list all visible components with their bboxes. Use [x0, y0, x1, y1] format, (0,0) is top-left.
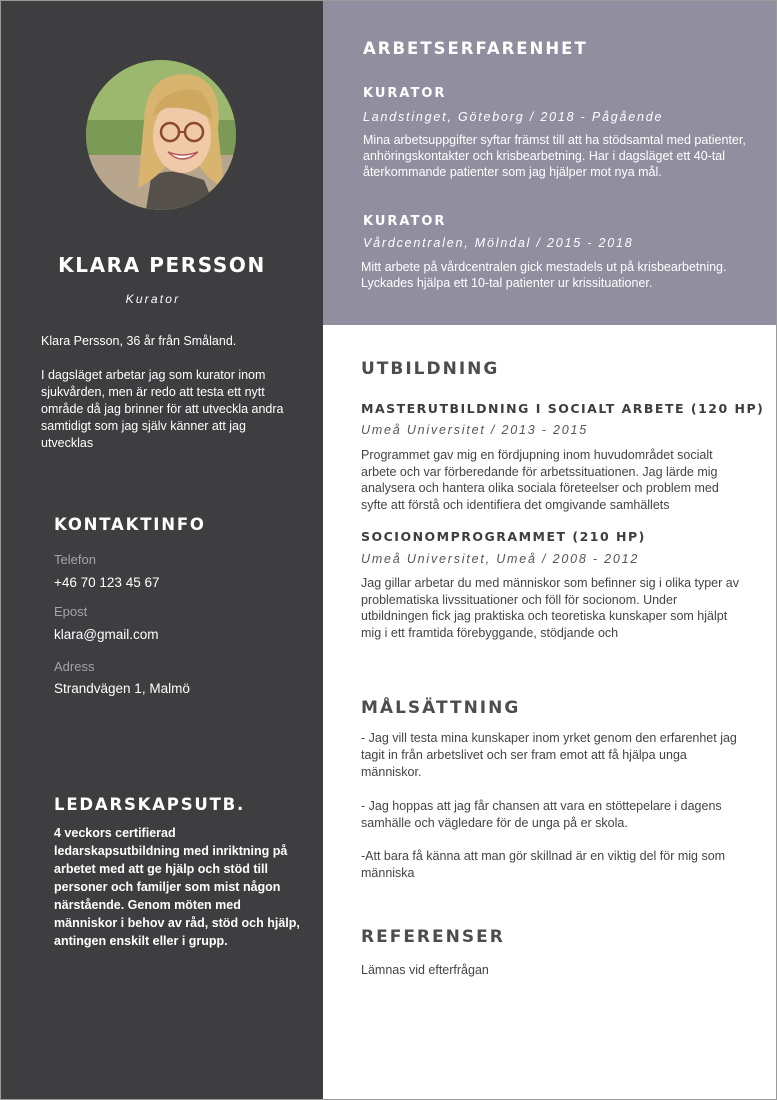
address-value: Strandvägen 1, Malmö — [54, 681, 190, 696]
intro-line-1: Klara Persson, 36 år från Småland. — [41, 334, 237, 348]
email-label: Epost — [54, 604, 88, 619]
profile-photo — [86, 60, 236, 210]
job-description: Mitt arbete på vårdcentralen gick mestadels ut på krisbearbetning. Lyckades hjälpa ett 10-tal patienter ur krissituationer. — [361, 260, 727, 290]
phone-label: Telefon — [54, 552, 96, 567]
job-title: KURATOR — [363, 86, 447, 101]
references-text: Lämnas vid efterfrågan — [361, 963, 489, 977]
education-heading: UTBILDNING — [361, 359, 500, 379]
email-value: klara@gmail.com — [54, 627, 159, 642]
education-description: Jag gillar arbetar du med människor som befinner sig i olika typer av problematiska livssituationer och föll för socionom. Under utbildningen fick jag praktiska och teoretiska kunskaper som hjälpt mig i ett framtida förebyggande, stödjande och — [361, 576, 739, 640]
leadership-heading: LEDARSKAPSUTB. — [54, 795, 246, 814]
contact-heading: KONTAKTINFO — [54, 515, 206, 534]
education-title: SOCIONOMPROGRAMMET (210 HP) — [361, 529, 646, 544]
job-place: Vårdcentralen, Mölndal / 2015 - 2018 — [363, 236, 634, 250]
education-place: Umeå Universitet / 2013 - 2015 — [361, 423, 589, 437]
profile-photo-illustration — [86, 60, 236, 210]
education-title: MASTERUTBILDNING I SOCIALT ARBETE (120 HP) — [361, 401, 765, 416]
job-title: KURATOR — [363, 214, 447, 229]
references-heading: REFERENSER — [361, 927, 505, 947]
goal-item: - Jag vill testa mina kunskaper inom yrket genom den erfarenhet jag tagit in från arbetslivet och ser fram emot att få hjälpa unga människor. — [361, 731, 737, 779]
candidate-role: Kurator — [125, 292, 181, 306]
goals-heading: MÅLSÄTTNING — [361, 698, 521, 718]
goal-item: -Att bara få känna att man gör skillnad är en viktig del för mig som människa — [361, 849, 726, 880]
experience-panel — [323, 1, 777, 325]
leadership-text: 4 veckors certifierad ledarskapsutbildning med inriktning på arbetet med att ge hjälp och stöd till personer och familjer som mist någon närstående. Genom möten med människor i behov av råd, stöd och hjälp, antingen enskilt eller i grupp. — [54, 826, 300, 948]
intro-paragraph: I dagsläget arbetar jag som kurator inom sjukvården, men är redo att testa ett nytt område då jag brinner för att utveckla andra samtidigt som jag själv känner att jag utvecklas — [41, 368, 284, 450]
candidate-name: KLARA PERSSON — [58, 253, 266, 277]
phone-value: +46 70 123 45 67 — [54, 575, 160, 590]
education-place: Umeå Universitet, Umeå / 2008 - 2012 — [361, 552, 640, 566]
sidebar — [1, 1, 323, 1100]
goal-item: - Jag hoppas att jag får chansen att vara en stöttepelare i dagens samhälle och vägledare för de unga på er skola. — [361, 799, 722, 830]
address-label: Adress — [54, 659, 95, 674]
job-place: Landstinget, Göteborg / 2018 - Pågående — [363, 110, 664, 124]
experience-heading: ARBETSERFARENHET — [363, 39, 588, 58]
education-description: Programmet gav mig en fördjupning inom huvudområdet socialt arbete och var förberedande för arbetssituationen. Jag lärde mig analysera och hantera olika sociala företeelser och problem med syfte att förstå och identifiera det omgivande samhällets — [361, 448, 719, 512]
job-description: Mina arbetsuppgifter syftar främst till att ha stödsamtal med patienter, anhöringskontakter och krisbearbetning. Har i dagsläget ett 40-tal återkommande patienter som jag hjälper mot nya mål. — [363, 133, 746, 179]
